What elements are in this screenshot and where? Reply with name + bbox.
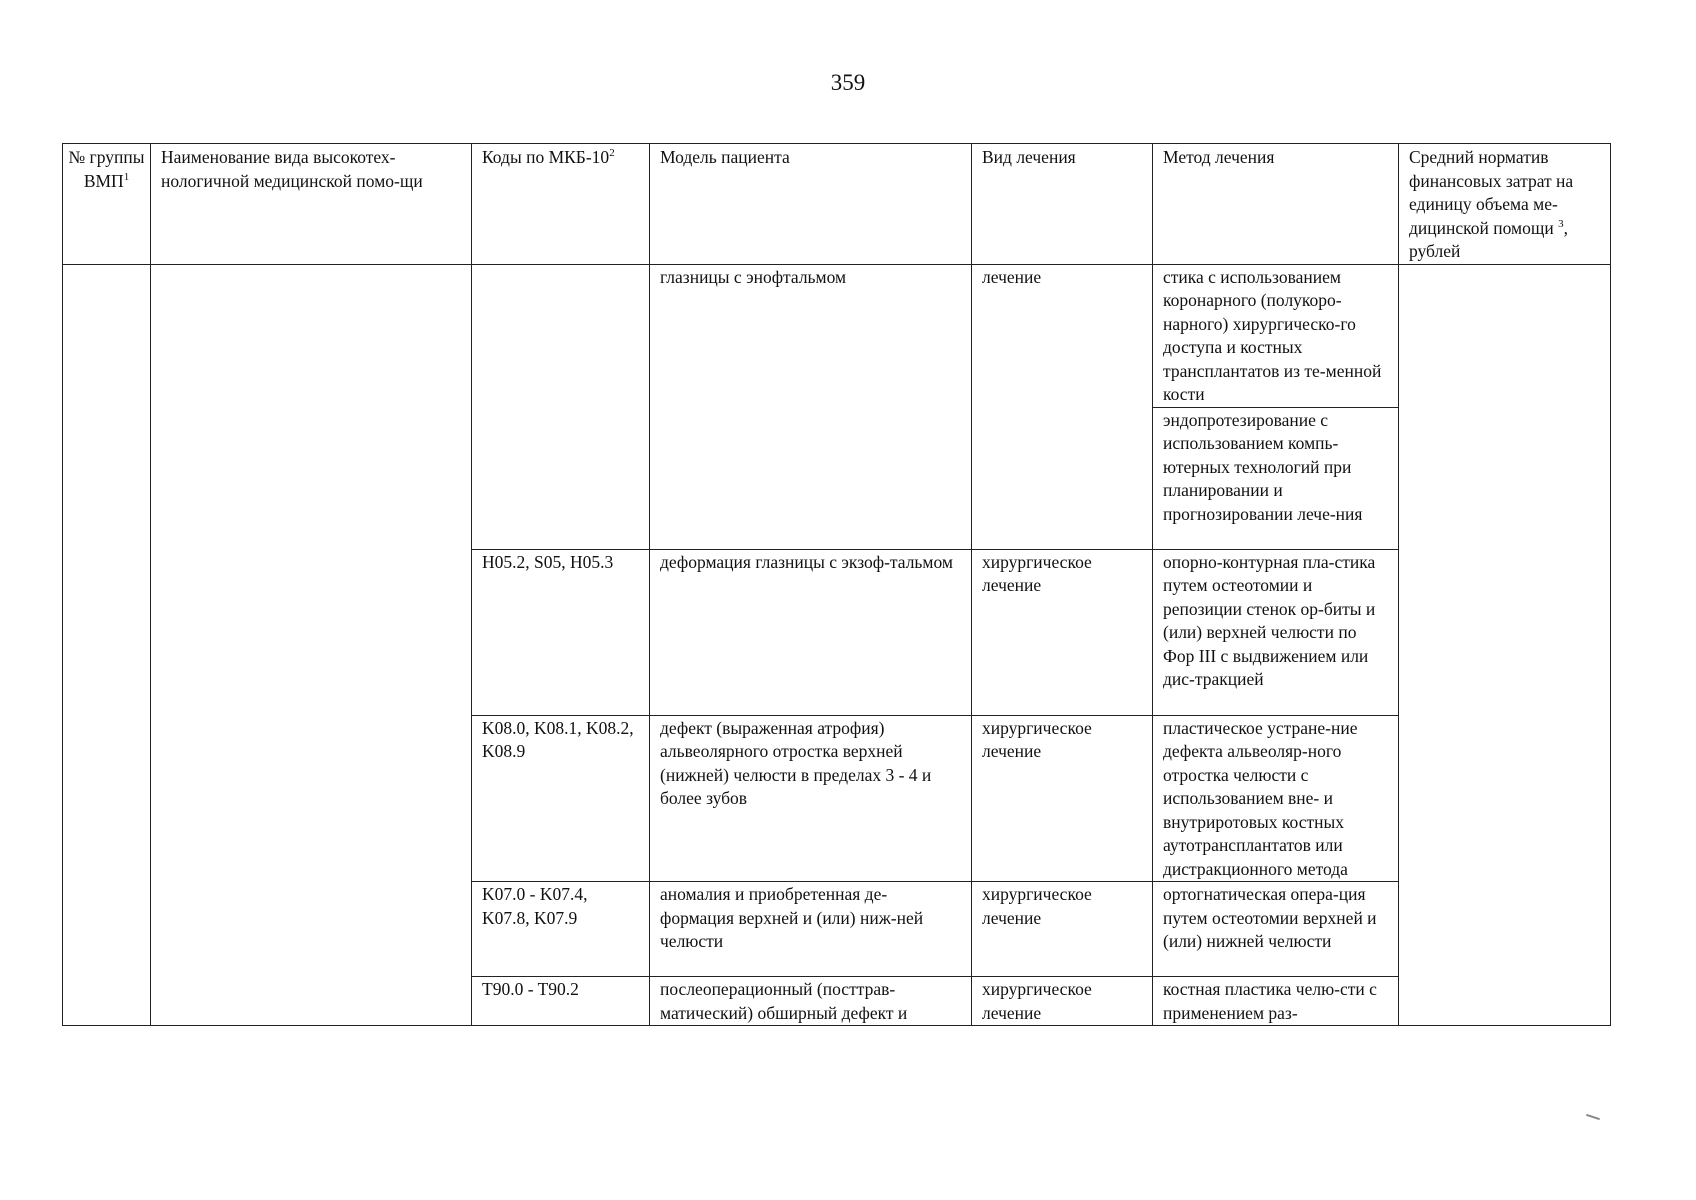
codes-cell: T90.0 - T90.2 bbox=[472, 977, 650, 1026]
header-method: Метод лечения bbox=[1153, 144, 1399, 265]
codes-cell: K07.0 - K07.4, K07.8, K07.9 bbox=[472, 882, 650, 977]
model-cell: дефект (выраженная атрофия) альвеолярного отростка верхней (нижней) челюсти в пределах 3 - 4 и более зубов bbox=[650, 715, 972, 882]
type-cell: лечение bbox=[972, 264, 1153, 549]
header-row bbox=[63, 144, 1611, 265]
header-model: Модель пациента bbox=[650, 144, 972, 265]
method-cell: пластическое устране-ние дефекта альвеоляр-ного отростка челюсти с использованием вне- и внутриротовых костных аутотрансплантатов или дистракционного метода bbox=[1153, 715, 1399, 882]
method-cell: костная пластика челю-сти с применением раз- bbox=[1153, 977, 1399, 1026]
model-cell: аномалия и приобретенная де-формация верхней и (или) ниж-ней челюсти bbox=[650, 882, 972, 977]
group-no-cell bbox=[63, 264, 151, 1026]
scan-mark bbox=[1586, 1114, 1600, 1120]
treatment-table bbox=[62, 143, 1611, 1026]
type-cell: хирургическое лечение bbox=[972, 977, 1153, 1026]
type-cell: хирургическое лечение bbox=[972, 882, 1153, 977]
header-cost: Средний норматив финансовых затрат на единицу объема ме-дицинской помощи $^3$, рублей bbox=[1399, 144, 1611, 265]
type-cell: хирургическое лечение bbox=[972, 715, 1153, 882]
codes-cell: K08.0, K08.1, K08.2, K08.9 bbox=[472, 715, 650, 882]
table-row bbox=[63, 264, 1611, 407]
cost-cell bbox=[1399, 264, 1611, 1026]
name-cell bbox=[151, 264, 472, 1026]
header-group-no: № группы ВМП$^1$ bbox=[63, 144, 151, 265]
header-type: Вид лечения bbox=[972, 144, 1153, 265]
codes-cell: H05.2, S05, H05.3 bbox=[472, 549, 650, 715]
method-cell: опорно-контурная пла-стика путем остеотомии и репозиции стенок ор-биты и (или) верхней челюсти по Фор III с выдвижением или дис-тракцией bbox=[1153, 549, 1399, 715]
type-cell: хирургическое лечение bbox=[972, 549, 1153, 715]
codes-cell bbox=[472, 264, 650, 549]
header-codes: Коды по МКБ-$10^2$ bbox=[472, 144, 650, 265]
page-number: 359 bbox=[830, 70, 866, 95]
model-cell: послеоперационный (посттрав-матический) обширный дефект и bbox=[650, 977, 972, 1026]
method-cell: стика с использованием коронарного (полукоро-нарного) хирургическо-го доступа и костных трансплантатов из те-менной кости bbox=[1153, 264, 1399, 407]
method-cell: эндопротезирование с использованием компь-ютерных технологий при планировании и прогнозировании лече-ния bbox=[1153, 407, 1399, 549]
header-name: Наименование вида высокотех-нологичной медицинской помо-щи bbox=[151, 144, 472, 265]
model-cell: деформация глазницы с экзоф-тальмом bbox=[650, 549, 972, 715]
method-cell: ортогнатическая опера-ция путем остеотомии верхней и (или) нижней челюсти bbox=[1153, 882, 1399, 977]
model-cell: глазницы с энофтальмом bbox=[650, 264, 972, 549]
